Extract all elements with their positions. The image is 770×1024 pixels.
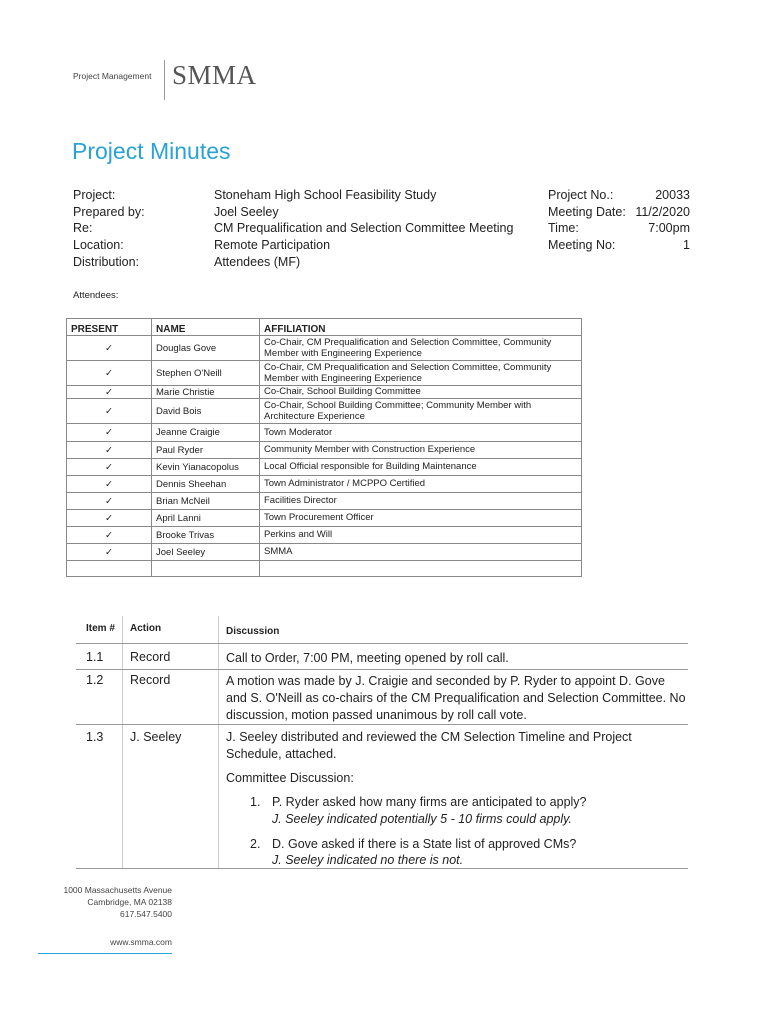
present-check: ✓ — [67, 510, 152, 527]
attendee-name: April Lanni — [152, 510, 260, 527]
attendee-affiliation: Perkins and Will — [260, 527, 582, 544]
company-logo: SMMA — [172, 60, 257, 90]
table-row — [67, 336, 582, 361]
item-number: 1.3 — [86, 730, 104, 744]
meeting-date: 11/2/2020 — [635, 204, 690, 219]
meta-label: Location: — [73, 238, 124, 253]
meta-label: Re: — [73, 221, 93, 236]
column-divider — [122, 616, 123, 868]
attendee-affiliation: Local Official responsible for Building Maintenance — [260, 459, 582, 476]
attendee-affiliation: Co-Chair, School Building Committee; Community Member with Architecture Experience — [260, 399, 582, 424]
table-row — [67, 361, 582, 386]
list-number: 2. — [250, 837, 261, 851]
table-row — [67, 493, 582, 510]
prepared-by: Joel Seeley — [214, 204, 279, 219]
row-rule — [76, 669, 688, 670]
meta-label: Meeting No: — [548, 238, 616, 253]
minutes-bottom-rule — [76, 868, 688, 869]
present-check: ✓ — [67, 386, 152, 399]
table-row — [67, 527, 582, 544]
location: Remote Participation — [214, 238, 331, 253]
present-check: ✓ — [67, 442, 152, 459]
address-line-2: Cambridge, MA 02138 — [87, 897, 172, 908]
attendee-affiliation — [260, 561, 582, 577]
attendee-name: Stephen O'Neill — [152, 361, 260, 386]
item-action: Record — [130, 673, 171, 687]
table-row — [67, 442, 582, 459]
present-check: ✓ — [67, 493, 152, 510]
header-rule — [76, 643, 688, 644]
present-check: ✓ — [67, 459, 152, 476]
page-title: Project Minutes — [72, 138, 231, 164]
table-row — [67, 459, 582, 476]
list-answer: J. Seeley indicated potentially 5 - 10 firms could apply. — [272, 812, 572, 826]
item-action: J. Seeley — [130, 730, 182, 744]
re-subject: CM Prequalification and Selection Committee Meeting — [214, 221, 514, 236]
list-number: 1. — [250, 795, 261, 809]
meta-label: Time: — [548, 221, 579, 236]
attendee-affiliation: Town Moderator — [260, 424, 582, 442]
present-check: ✓ — [67, 476, 152, 493]
footer-address — [63, 884, 172, 921]
distribution: Attendees (MF) — [214, 254, 301, 269]
row-rule — [76, 724, 688, 725]
attendee-name: Kevin Yianacopolus — [152, 459, 260, 476]
attendee-name: Marie Christie — [152, 386, 260, 399]
meta-label: Prepared by: — [73, 204, 145, 219]
project-number: 20033 — [655, 188, 690, 202]
column-header: AFFILIATION — [260, 319, 582, 336]
column-divider — [218, 616, 219, 868]
committee-discussion-label: Committee Discussion: — [226, 771, 354, 785]
meta-label: Project: — [73, 188, 116, 202]
list-question: P. Ryder asked how many firms are anticipated to apply? — [272, 795, 587, 809]
item-discussion: J. Seeley distributed and reviewed the CM Selection Timeline and Project Schedule, attached. — [226, 730, 632, 761]
item-discussion: A motion was made by J. Craigie and seconded by P. Ryder to appoint D. Gove and S. O'Neill as co-chairs of the CM Prequalification and Selection Committee. No discussion, motion passed unanimous by roll call vote. — [226, 674, 686, 722]
item-discussion: Call to Order, 7:00 PM, meeting opened by roll call. — [226, 651, 509, 665]
minutes-header-item: Item # — [86, 623, 115, 634]
attendee-affiliation: Town Procurement Officer — [260, 510, 582, 527]
attendee-affiliation: Co-Chair, School Building Committee — [260, 386, 582, 399]
present-check: ✓ — [67, 544, 152, 561]
item-number: 1.1 — [86, 650, 104, 664]
attendee-affiliation: Facilities Director — [260, 493, 582, 510]
table-row — [67, 544, 582, 561]
attendee-name: Jeanne Craigie — [152, 424, 260, 442]
meta-label: Meeting Date: — [548, 204, 626, 219]
table-row — [67, 386, 582, 399]
attendees-label: Attendees: — [73, 290, 119, 301]
attendee-name: Joel Seeley — [152, 544, 260, 561]
header-divider — [164, 60, 165, 100]
meta-labels — [73, 187, 145, 271]
attendee-affiliation: Co-Chair, CM Prequalification and Selection Committee, Community Member with Engineering Experience — [260, 336, 582, 361]
attendee-affiliation: SMMA — [260, 544, 582, 561]
present-check — [67, 561, 152, 577]
attendee-name — [152, 561, 260, 577]
table-row — [67, 561, 582, 577]
attendee-name: Paul Ryder — [152, 442, 260, 459]
column-header: PRESENT — [67, 319, 152, 336]
attendee-affiliation: Co-Chair, CM Prequalification and Selection Committee, Community Member with Engineering Experience — [260, 361, 582, 386]
footer-rule — [38, 953, 172, 954]
item-action: Record — [130, 650, 171, 664]
present-check: ✓ — [67, 336, 152, 361]
meeting-time: 7:00pm — [648, 221, 690, 236]
table-row — [67, 510, 582, 527]
attendee-affiliation: Community Member with Construction Experience — [260, 442, 582, 459]
footer-website[interactable]: www.smma.com — [110, 937, 172, 947]
attendee-name: Dennis Sheehan — [152, 476, 260, 493]
meta-values — [214, 187, 513, 271]
meta-values-right — [620, 187, 690, 254]
list-answer: J. Seeley indicated no there is not. — [272, 853, 464, 867]
table-row — [67, 424, 582, 442]
meeting-number: 1 — [683, 238, 690, 253]
department-label: Project Management — [73, 71, 152, 81]
list-question: D. Gove asked if there is a State list of approved CMs? — [272, 837, 577, 851]
attendees-table — [66, 318, 582, 577]
table-row — [67, 399, 582, 424]
attendee-name: Brooke Trivas — [152, 527, 260, 544]
attendee-name: Douglas Gove — [152, 336, 260, 361]
present-check: ✓ — [67, 424, 152, 442]
project-name: Stoneham High School Feasibility Study — [214, 188, 437, 202]
table-row — [67, 476, 582, 493]
attendee-name: David Bois — [152, 399, 260, 424]
meta-label: Distribution: — [73, 254, 139, 269]
minutes-header-action: Action — [130, 623, 162, 634]
meta-label: Project No.: — [548, 188, 614, 202]
present-check: ✓ — [67, 361, 152, 386]
meta-labels-right — [548, 187, 626, 254]
item-number: 1.2 — [86, 673, 104, 687]
minutes-header-discussion: Discussion — [226, 626, 280, 637]
column-header: NAME — [152, 319, 260, 336]
address-line-1: 1000 Massachusetts Avenue — [63, 885, 172, 895]
attendee-name: Brian McNeil — [152, 493, 260, 510]
attendee-affiliation: Town Administrator / MCPPO Certified — [260, 476, 582, 493]
present-check: ✓ — [67, 527, 152, 544]
present-check: ✓ — [67, 399, 152, 424]
phone-number: 617.547.5400 — [120, 909, 172, 920]
